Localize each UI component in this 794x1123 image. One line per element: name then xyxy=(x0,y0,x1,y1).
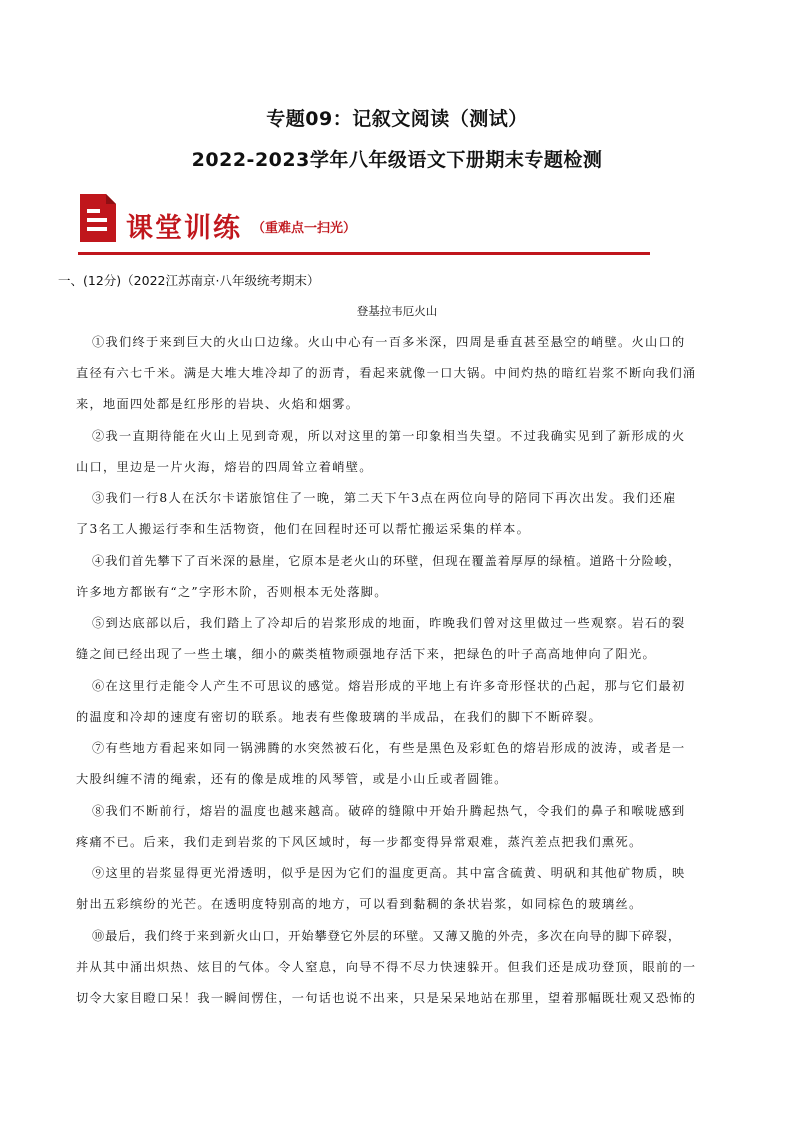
article-title: 登基拉韦厄火山 xyxy=(356,304,438,318)
underlined-text-line: ⑦有些地方看起来如同一锅沸腾的水突然被石化，有些是黑色及彩虹色的熔岩形成的波涛，或者是一 xyxy=(92,741,686,755)
text-line: 疼痛不已。后来，我们走到岩浆的下风区域时，每一步都变得异常艰难，蒸汽差点把我们熏死。 xyxy=(76,835,643,849)
text-line: ⑧我们不断前行，熔岩的温度也越来越高。破碎的缝隙中开始升腾起热气，令我们的鼻子和喉咙感到 xyxy=(92,804,686,818)
text-line: ⑥在这里行走能令人产生不可思议的感觉。熔岩形成的平地上有许多奇形怪状的凸起，那与它们最初 xyxy=(92,679,686,693)
question-header: 一、(12分)（2022江苏南京·八年级统考期末） xyxy=(58,273,320,288)
text-line: 了3名工人搬运行李和生活物资，他们在回程时还可以帮忙搬运采集的样本。 xyxy=(76,522,531,536)
document-icon xyxy=(78,192,118,244)
text-line: ③我们一行8人在沃尔卡诺旅馆住了一晚，第二天下午3点在两位向导的陪同下再次出发。我们还雇 xyxy=(92,491,677,505)
text-line: 许多地方都嵌有“之”字形木阶，否则根本无处落脚。 xyxy=(76,585,388,599)
section-banner-label: 课堂训练 xyxy=(126,213,242,244)
page-subtitle: 2022-2023学年八年级语文下册期末专题检测 xyxy=(191,149,603,171)
text-line: ④我们首先攀下了百米深的悬崖，它原本是老火山的环壁，但现在覆盖着厚厚的绿植。道路十分险峻， xyxy=(92,554,681,568)
text-line: 并从其中涌出炽热、炫目的气体。令人窒息，向导不得不尽力快速躲开。但我们还是成功登顶，眼前的一 xyxy=(76,960,697,974)
text-line: 山口，里边是一片火海，熔岩的四周耸立着峭壁。 xyxy=(76,460,373,474)
text-line: ⑩最后，我们终于来到新火山口，开始攀登它外层的环壁。又薄又脆的外壳，多次在向导的脚下碎裂， xyxy=(92,929,681,943)
text-line: ⑨这里的岩浆显得更光滑透明，似乎是因为它们的温度更高。其中富含硫黄、明矾和其他矿物质，映 xyxy=(92,866,686,880)
divider xyxy=(78,252,650,255)
text-line: ②我一直期待能在火山上见到奇观，所以对这里的第一印象相当失望。不过我确实见到了新形成的火 xyxy=(92,429,686,443)
page-title: 专题09：记叙文阅读（测试） xyxy=(266,108,528,130)
underlined-text-line: 大股纠缠不清的绳索，还有的像是成堆的风琴管，或是小山丘或者圆锥。 xyxy=(76,772,508,786)
text-line: 直径有六七千米。满是大堆大堆冷却了的沥青，看起来就像一口大锅。中间灼热的暗红岩浆不断向我们涌 xyxy=(76,366,697,380)
text-line: 的温度和冷却的速度有密切的联系。地表有些像玻璃的半成品，在我们的脚下不断碎裂。 xyxy=(76,710,603,724)
text-line: 射出五彩缤纷的光芒。在透明度特别高的地方，可以看到黏稠的条状岩浆，如同棕色的玻璃丝。 xyxy=(76,897,643,911)
section-banner xyxy=(78,192,650,258)
text-line: ①我们终于来到巨大的火山口边缘。火山中心有一百多米深，四周是垂直甚至悬空的峭壁。火山口的 xyxy=(92,335,686,349)
text-line: ⑤到达底部以后，我们踏上了冷却后的岩浆形成的地面，昨晚我们曾对这里做过一些观察。岩石的裂 xyxy=(92,616,686,630)
text-line: 缝之间已经出现了一些土壤，细小的蕨类植物顽强地存活下来，把绿色的叶子高高地伸向了阳光。 xyxy=(76,647,656,661)
text-line: 来，地面四处都是红彤彤的岩块、火焰和烟雾。 xyxy=(76,397,360,411)
text-line: 切令大家目瞪口呆！我一瞬间愣住，一句话也说不出来，只是呆呆地站在那里，望着那幅既壮观又恐怖的 xyxy=(76,991,697,1005)
section-banner-sublabel: （重难点一扫光） xyxy=(252,221,357,236)
